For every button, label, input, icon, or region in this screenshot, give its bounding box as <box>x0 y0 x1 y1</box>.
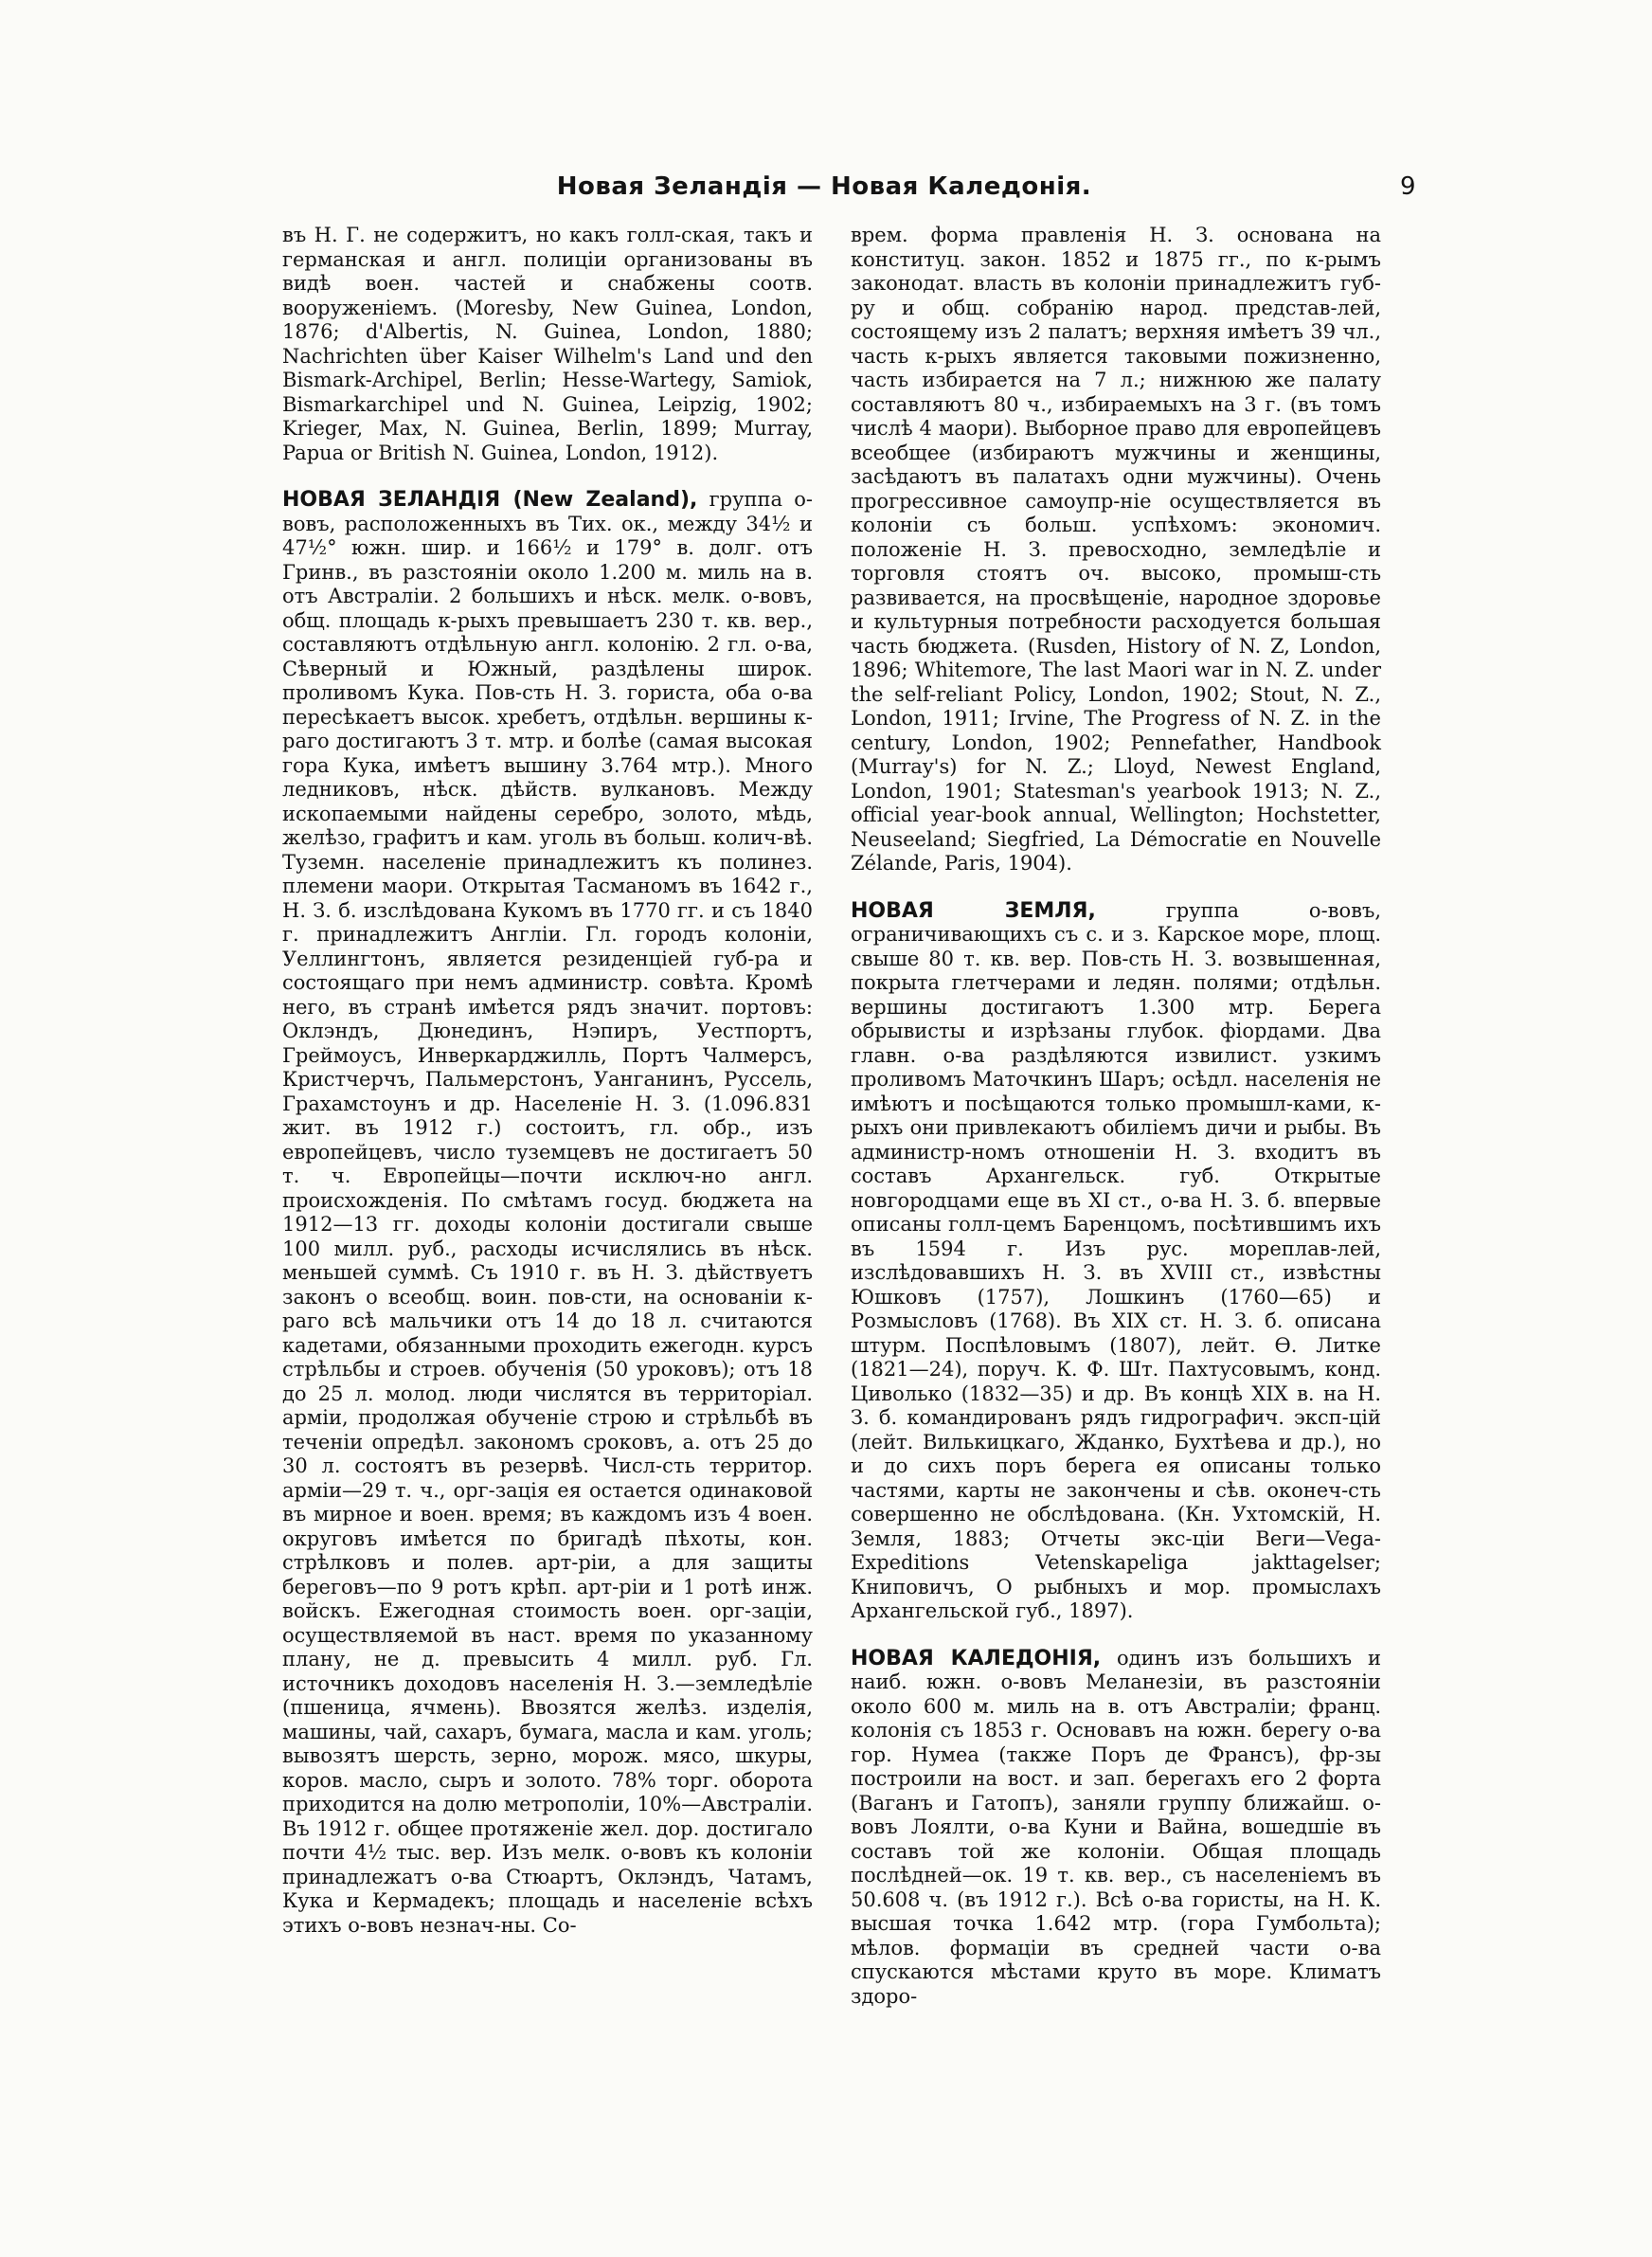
headword-new-caledonia: НОВАЯ КАЛЕДОНІЯ, <box>851 1646 1102 1670</box>
headword-new-zealand: НОВАЯ ЗЕЛАНДІЯ (New Zealand), <box>282 488 698 512</box>
page-number: 9 <box>1400 172 1416 201</box>
headword-novaya-zemlya: НОВАЯ ЗЕМЛЯ, <box>851 898 1096 923</box>
right-column <box>851 224 1381 2009</box>
page-title: Новая Зеландія — Новая Каледонія. <box>556 172 1092 201</box>
entry-text-new-caledonia: одинъ изъ большихъ и наиб. южн. о-вовъ Меланезіи, въ разстояніи около 600 м. миль на в. отъ Австраліи; франц. колонія съ 1853 г. Основавъ на южн. берегу о-ва гор. Нумеа (также Поръ де Франсъ), фр-зы построили на вост. и зап. берегахъ его 2 форта (Ваганъ и Гатопъ), заняли группу ближайш. о-вовъ Лоялти, о-ва Куни и Вайна, вошедшіе въ составъ той же колоніи. Общая площадь послѣдней—ок. 19 т. кв. вер., съ населеніемъ въ 50.608 ч. (въ 1912 г.). Всѣ о-ва гористы, на Н. К. высшая точка 1.642 мтр. (гора Гумбольта); мѣлов. формаціи въ средней части о-ва спускаются мѣстами круто въ море. Климатъ здоро- <box>851 1646 1381 2008</box>
intro-paragraph: въ Н. Г. не содержитъ, но какъ голл-ская, такъ и германская и англ. полиціи организованы въ видѣ воен. частей и снабжены соотв. вооруженіемъ. (Moresby, New Guinea, London, 1876; d'Albertis, N. Guinea, London, 1880; Nachrichten über Kaiser Wilhelm's Land und den Bismark-Archipel, Berlin; Hesse-Wartegy, Samiok, Bismarkarchipel und N. Guinea, Leipzig, 1902; Krieger, Max, N. Guinea, Berlin, 1899; Murray, Papua or British N. Guinea, London, 1912). <box>282 224 813 464</box>
running-head <box>0 172 1652 210</box>
continuation-paragraph: врем. форма правленія Н. З. основана на конституц. закон. 1852 и 1875 гг., по к-рымъ законодат. власть въ колоніи принадлежитъ губ-ру и общ. собранію народ. представ-лей, состоящему изъ 2 палатъ; верхняя имѣетъ 39 чл., часть к-рыхъ является таковыми пожизненно, часть избирается на 7 л.; нижнюю же палату составляютъ 80 ч., избираемыхъ на 3 г. (въ томъ числѣ 4 маори). Выборное право для европейцевъ всеобщее (избираютъ мужчины и женщины, засѣдаютъ въ палатахъ одни мужчины). Очень прогрессивное самоупр-ніе осуществляется въ колоніи съ больш. успѣхомъ: экономич. положеніе Н. З. превосходно, земледѣліе и торговля стоятъ оч. высоко, промыш-сть развивается, на просвѣщеніе, народное здоровье и культурныя потребности расходуется большая часть бюджета. (Rusden, History of N. Z, London, 1896; Whitemore, The last Maori war in N. Z. under the self-reliant Policy, London, 1902; Stout, N. Z., London, 1911; Irvine, The Progress of N. Z. in the century, London, 1902; Pennefather, Handbook (Murray's) for N. Z.; Lloyd, Newest England, London, 1901; Statesman's yearbook 1913; N. Z., official year-book annual, Wellington; Hochstetter, Neuseeland; Siegfried, La Démocratie en Nouvelle Zélande, Paris, 1904). <box>851 224 1381 875</box>
entry-text-new-zealand: группа о-вовъ, расположенныхъ въ Тих. ок., между 34½ и 47½° южн. шир. и 166½ и 179° в. долг. отъ Гринв., въ разстояніи около 1.200 м. миль на в. отъ Австраліи. 2 большихъ и нѣск. мелк. о-вовъ, общ. площадь к-рыхъ превышаетъ 230 т. кв. вер., составляютъ отдѣльную англ. колонію. 2 гл. о-ва, Сѣверный и Южный, раздѣлены широк. проливомъ Кука. Пов-сть Н. З. гориста, оба о-ва пересѣкаетъ высок. хребетъ, отдѣльн. вершины к-раго достигаютъ 3 т. мтр. и болѣе (самая высокая гора Кука, имѣетъ вышину 3.764 мтр.). Много ледниковъ, нѣск. дѣйств. вулкановъ. Между ископаемыми найдены серебро, золото, мѣдь, желѣзо, графитъ и кам. уголь въ больш. колич-вѣ. Туземн. населеніе принадлежитъ къ полинез. племени маори. Открытая Тасманомъ въ 1642 г., Н. З. б. изслѣдована Кукомъ въ 1770 гг. и съ 1840 г. принадлежитъ Англіи. Гл. городъ колоніи, Уеллингтонъ, является резиденціей губ-ра и состоящаго при немъ администр. совѣта. Кромѣ него, въ странѣ имѣется рядъ значит. портовъ: Оклэндъ, Дюнединъ, Нэпиръ, Уестпортъ, Греймоусъ, Инверкарджилль, Портъ Чалмерсъ, Кристчерчъ, Пальмерстонъ, Уанганинъ, Руссель, Грахамстоунъ и др. Населеніе Н. З. (1.096.831 жит. въ 1912 г.) состоитъ, гл. обр., изъ европейцевъ, число туземцевъ не достигаетъ 50 т. ч. Европейцы—почти исключ-но англ. происхожденія. По смѣтамъ госуд. бюджета на 1912—13 гг. доходы колоніи достигали свыше 100 милл. руб., расходы исчислялись въ нѣск. меньшей суммѣ. Съ 1910 г. въ Н. З. дѣйствуетъ законъ о всеобщ. воин. пов-сти, на основаніи к-раго всѣ мальчики отъ 14 до 18 л. считаются кадетами, обязанными проходить ежегодн. курсъ стрѣльбы и строев. обученія (50 уроковъ); отъ 18 до 25 л. молод. люди числятся въ территоріал. арміи, продолжая обученіе строю и стрѣльбѣ въ теченіи опредѣл. закономъ сроковъ, а. отъ 25 до 30 л. состоятъ въ резервѣ. Числ-сть территор. арміи—29 т. ч., орг-зація ея остается одинаковой въ мирное и воен. время; въ каждомъ изъ 4 воен. округовъ имѣется по бригадѣ пѣхоты, кон. стрѣлковъ и полев. арт-ріи, а для защиты береговъ—по 9 ротъ крѣп. арт-ріи и 1 ротѣ инж. войскъ. Ежегодная стоимость воен. орг-заціи, осуществляемой въ наст. время по указанному плану, не д. превысить 4 милл. руб. Гл. источникъ доходовъ населенія Н. З.—земледѣліе (пшеница, ячмень). Ввозятся желѣз. изделія, машины, чай, сахаръ, бумага, масла и кам. уголь; вывозятъ шерсть, зерно, морож. мясо, шкуры, коров. масло, сыръ и золото. 78% торг. оборота приходится на долю метрополіи, 10%—Австраліи. Въ 1912 г. общее протяженіе жел. дор. достигало почти 4½ тыс. вер. Изъ мелк. о-вовъ къ колоніи принадлежатъ о-ва Стюартъ, Оклэндъ, Чатамъ, Кука и Кермадекъ; площадь и населеніе всѣхъ этихъ о-вовъ незнач-ны. Со- <box>282 488 813 1937</box>
entry-text-novaya-zemlya: группа о-вовъ, ограничивающихъ съ с. и з. Карское море, площ. свыше 80 т. кв. вер. Пов-сть Н. З. возвышенная, покрыта глетчерами и ледян. полями; отдѣльн. вершины достигаютъ 1.300 мтр. Берега обрывисты и изрѣзаны глубок. фіордами. Два главн. о-ва раздѣляются извилист. узкимъ проливомъ Маточкинъ Шаръ; осѣдл. населенія не имѣютъ и посѣщаются только промышл-ками, к-рыхъ они привлекаютъ обиліемъ дичи и рыбы. Въ администр-номъ отношеніи Н. З. входитъ въ составъ Архангельск. губ. Открытые новгородцами еще въ XI ст., о-ва Н. З. б. впервые описаны голл-цемъ Баренцомъ, посѣтившимъ ихъ въ 1594 г. Изъ рус. мореплав-лей, изслѣдовавшихъ Н. З. въ XVIII ст., извѣстны Юшковъ (1757), Лошкинъ (1760—65) и Розмысловъ (1768). Въ XIX ст. Н. З. б. описана штурм. Поспѣловымъ (1807), лейт. Ѳ. Литке (1821—24), поруч. К. Ф. Шт. Пахтусовымъ, конд. Циволько (1832—35) и др. Въ концѣ XIX в. на Н. З. б. командированъ рядъ гидрографич. эксп-цій (лейт. Вилькицкаго, Жданко, Бухтѣева и др.), но и до сихъ поръ берега ея описаны только частями, карты не закончены и сѣв. оконеч-сть совершенно не обслѣдована. (Кн. Ухтомскій, Н. Земля, 1883; Отчеты экс-ціи Веги—Vega-Expeditions Vetenskapeliga jakttagelser; Книповичъ, О рыбныхъ и мор. промыслахъ Архангельской губ., 1897). <box>851 898 1381 1622</box>
entry-new-zealand <box>282 488 813 1938</box>
entry-new-caledonia <box>851 1647 1381 2010</box>
left-column <box>282 224 813 1938</box>
entry-novaya-zemlya <box>851 899 1381 1624</box>
